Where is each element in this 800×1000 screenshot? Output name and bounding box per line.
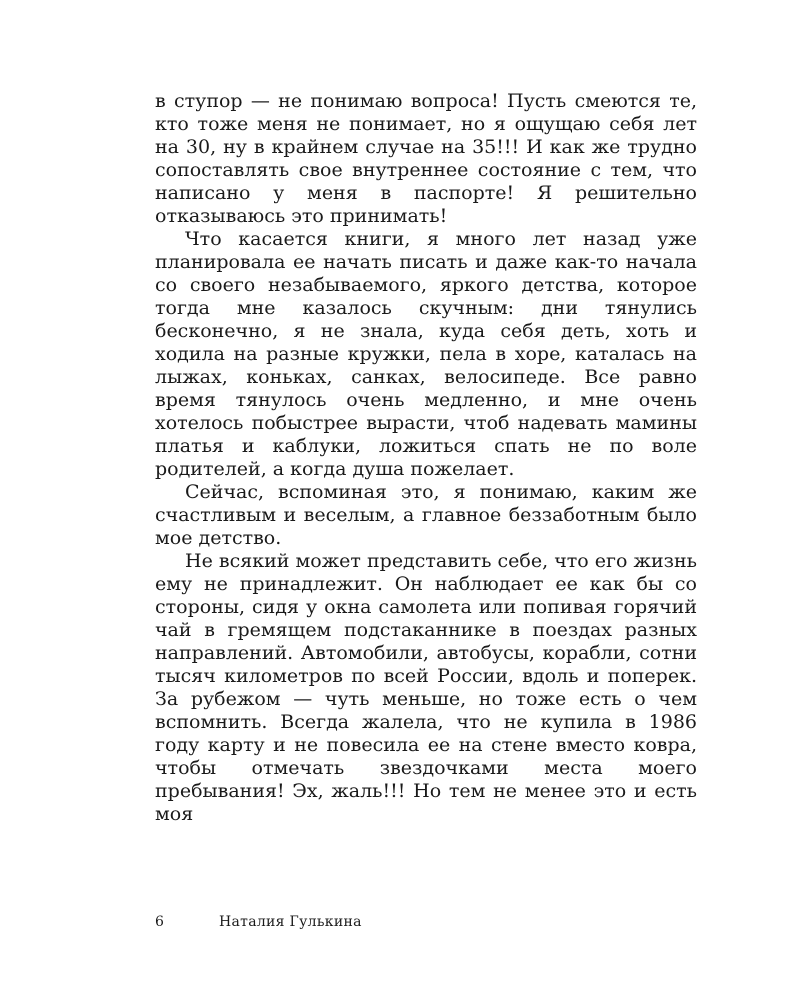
page-body [155, 90, 697, 826]
paragraph-book-plans: Что касается книги, я много лет назад уже планировала ее начать писать и даже как-то начала со своего незабываемого, яркого детства, которое тогда мне казалось скучным: дни тянулись бесконечно, я не знала, куда себя деть, хоть и ходила на разные кружки, пела в хоре, каталась на лыжах, коньках, санках, велосипеде. Все равно время тянулось очень медленно, и мне очень хотелось побыстрее вырасти, чтоб надевать мамины платья и каблуки, ложиться спать не по воле родителей, а когда душа пожелает. [155, 228, 697, 480]
paragraph-travels: Не всякий может представить себе, что его жизнь ему не принадлежит. Он наблюдает ее как бы со стороны, сидя у окна самолета или попивая горячий чай в гремящем подстаканнике в поездах разных направлений. Автомобили, автобусы, корабли, сотни тысяч километров по всей России, вдоль и поперек. За рубежом — чуть меньше, но тоже есть о чем вспомнить. Всегда жалела, что не купила в 1986 году карту и не повесила ее на стене вместо ковра, чтобы отмечать звездочками места моего пребывания! Эх, жаль!!! Но тем не менее это и есть моя [155, 550, 697, 825]
page-number: 6 [155, 914, 164, 930]
paragraph-childhood-memory: Сейчас, вспоминая это, я понимаю, каким же счастливым и веселым, а главное беззаботным было мое детство. [155, 481, 697, 549]
running-title-author: Наталия Гулькина [219, 914, 362, 930]
paragraph-continuation: в ступор — не понимаю вопроса! Пусть смеются те, кто тоже меня не понимает, но я ощущаю себя лет на 30, ну в крайнем случае на 35!!! И как же трудно сопоставлять свое внутреннее состояние с тем, что написано у меня в паспорте! Я решительно отказываюсь это принимать! [155, 90, 697, 227]
